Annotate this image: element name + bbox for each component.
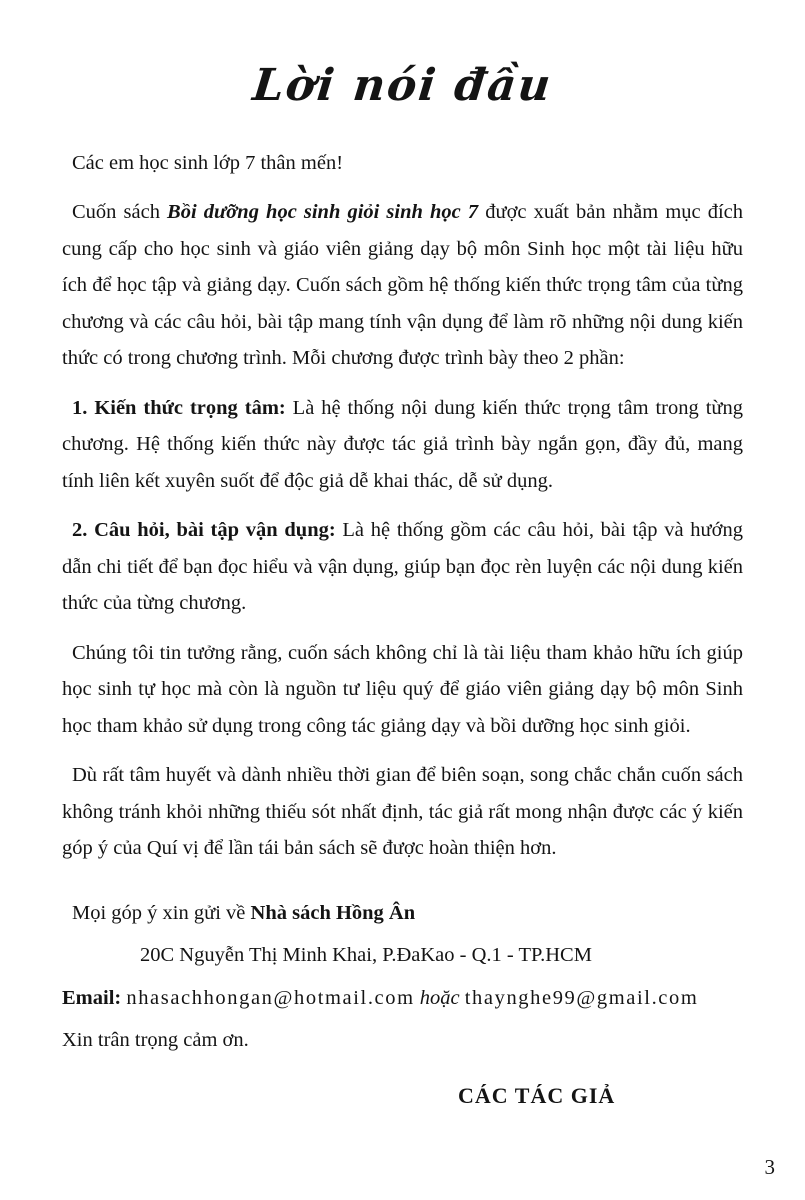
paragraph-email: [62, 980, 743, 1016]
text-run: 20C Nguyễn Thị Minh Khai, P.ĐaKao - Q.1 - TP.HCM: [140, 944, 592, 967]
authors-signature: CÁC TÁC GIẢ: [458, 1082, 616, 1108]
text-run: Nhà sách Hồng Ân: [250, 901, 416, 924]
paragraph-body: [62, 194, 743, 376]
text-run: Email:: [62, 986, 127, 1009]
text-run: Chúng tôi tin tưởng rằng, cuốn sách không chỉ là tài liệu tham khảo hữu ích giúp học sinh tự học mà còn là nguồn tư liệu quý để giáo viên giảng dạy bộ môn Sinh học tham khảo sử dụng trong công tác giảng dạy và bồi dưỡng học sinh giỏi.: [62, 641, 743, 737]
paragraph-thanks: [62, 1022, 743, 1058]
paragraph-body: [62, 145, 743, 181]
paragraph-body: [62, 390, 743, 499]
page-number: 3: [764, 1155, 775, 1179]
text-run: 2. Câu hỏi, bài tập vận dụng:: [72, 519, 343, 542]
text-run: hoặc: [419, 986, 460, 1009]
paragraph-body: [62, 635, 743, 744]
text-run: được xuất bản nhằm mục đích cung cấp cho học sinh và giáo viên giảng dạy bộ môn Sinh học một tài liệu hữu ích để học tập và giảng dạy. Cuốn sách gồm hệ thống kiến thức trọng tâm của từng chương và các câu hỏi, bài tập mang tính vận dụng để làm rõ những nội dung kiến thức có trong chương trình. Mỗi chương được trình bày theo 2 phần:: [62, 201, 743, 370]
paragraph-contact: [62, 895, 743, 931]
preface-title: Lời nói đầu: [250, 60, 555, 111]
text-run: Là hệ thống gồm các câu hỏi, bài tập và hướng dẫn chi tiết để bạn đọc hiểu và vận dụng, giúp bạn đọc rèn luyện các nội dung kiến thức của từng chương.: [62, 519, 743, 615]
text-run: thaynghe99@gmail.com: [464, 986, 699, 1009]
paragraph-body: [62, 757, 743, 866]
paragraph-address: [62, 937, 743, 973]
preface-body: [62, 145, 743, 1059]
text-run: Dù rất tâm huyết và dành nhiều thời gian để biên soạn, song chắc chắn cuốn sách không tránh khỏi những thiếu sót nhất định, tác giả rất mong nhận được các ý kiến góp ý của Quí vị để lần tái bản sách sẽ được hoàn thiện hơn.: [62, 764, 743, 860]
text-run: 1. Kiến thức trọng tâm:: [72, 396, 293, 419]
text-run: Các em học sinh lớp 7 thân mến!: [72, 152, 344, 174]
text-run: Cuốn sách: [72, 201, 168, 224]
text-run: nhasachhongan@hotmail.com: [126, 986, 415, 1009]
text-run: Là hệ thống nội dung kiến thức trọng tâm trong từng chương. Hệ thống kiến thức này được tác giả trình bày ngắn gọn, đầy đủ, mang tính liên kết xuyên suốt để độc giả dễ khai thác, dễ sử dụng.: [62, 396, 744, 492]
text-run: Bồi dưỡng học sinh giỏi sinh học 7: [167, 201, 479, 224]
text-run: Mọi góp ý xin gửi về: [72, 901, 251, 924]
text-run: Xin trân trọng cảm ơn.: [62, 1029, 249, 1052]
paragraph-body: [62, 512, 743, 621]
